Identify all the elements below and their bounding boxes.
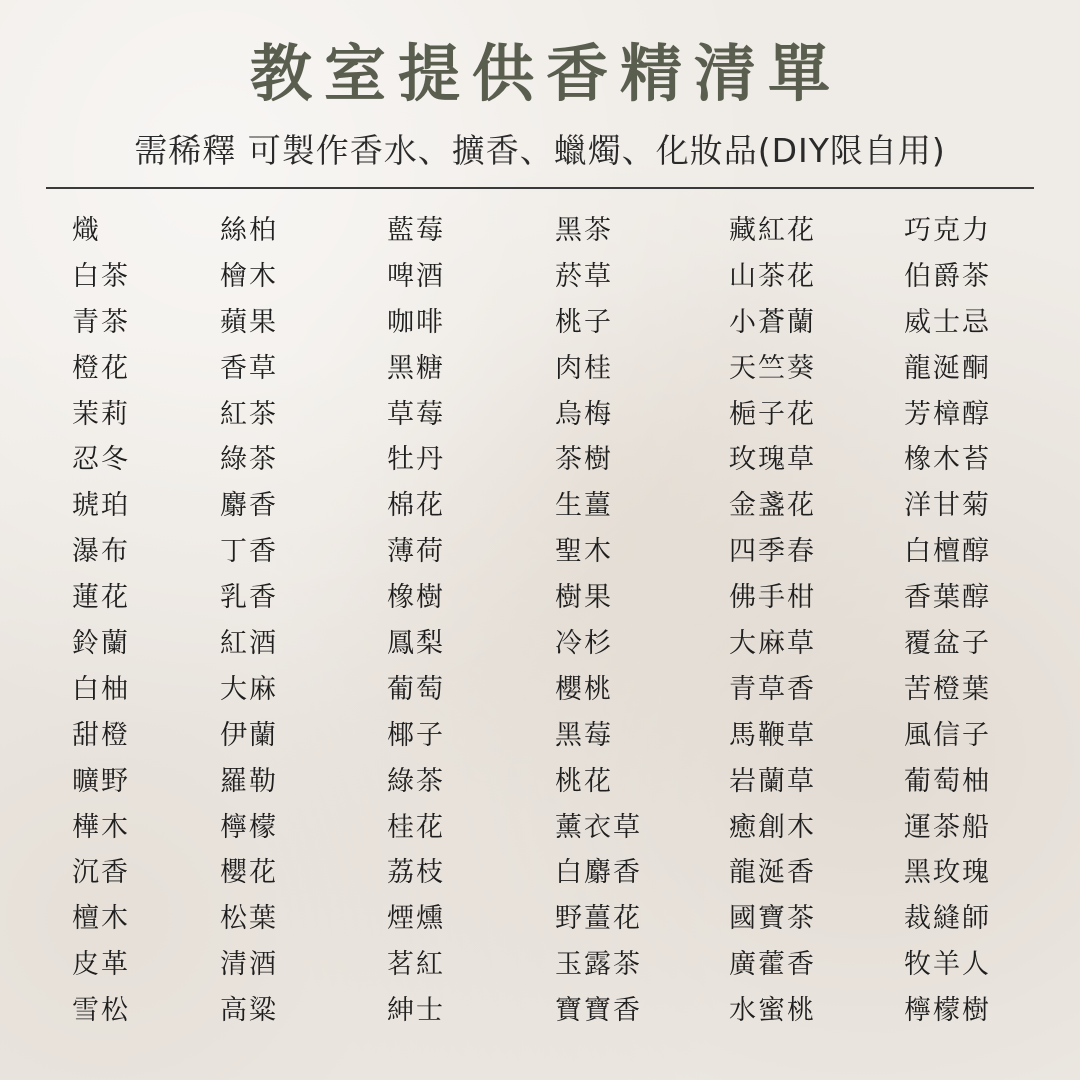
fragrance-item: 龍涎酮: [904, 352, 991, 384]
fragrance-item: 荔枝: [387, 857, 445, 889]
fragrance-item: 橙花: [72, 352, 130, 384]
fragrance-item: 樺木: [72, 811, 130, 843]
fragrance-item: 黑糖: [387, 352, 445, 384]
fragrance-item: 沉香: [72, 857, 130, 889]
fragrance-item: 高粱: [220, 995, 278, 1027]
fragrance-item: 椰子: [387, 719, 445, 751]
fragrance-item: 桃花: [555, 765, 613, 797]
fragrance-item: 伯爵茶: [904, 260, 991, 292]
fragrance-item: 青茶: [72, 306, 130, 338]
fragrance-item: 覆盆子: [904, 628, 991, 660]
fragrance-item: 牡丹: [387, 444, 445, 476]
fragrance-item: 藍莓: [387, 215, 445, 246]
fragrance-item: 葡萄柚: [904, 765, 991, 797]
fragrance-item: 紅茶: [220, 398, 278, 430]
fragrance-item: 橡樹: [387, 582, 445, 614]
fragrance-item: 黑玫瑰: [904, 857, 991, 889]
fragrance-column-5: [729, 208, 816, 1034]
fragrance-item: 白檀醇: [904, 536, 991, 568]
page-title: 教室提供香精清單: [249, 37, 842, 110]
fragrance-item: 大麻: [220, 673, 278, 705]
fragrance-item: 曠野: [72, 765, 130, 797]
fragrance-item: 丁香: [220, 536, 278, 568]
fragrance-item: 煙燻: [387, 903, 445, 935]
fragrance-item: 伊蘭: [220, 719, 278, 751]
fragrance-item: 風信子: [904, 719, 991, 751]
fragrance-item: 忍冬: [72, 444, 130, 476]
fragrance-item: 佛手柑: [729, 582, 816, 614]
fragrance-item: 天竺葵: [729, 352, 816, 384]
fragrance-column-4: [555, 208, 642, 1034]
fragrance-item: 檜木: [220, 260, 278, 292]
fragrance-item: 櫻花: [220, 857, 278, 889]
fragrance-item: 白茶: [72, 260, 130, 292]
fragrance-item: 綠茶: [387, 765, 445, 797]
fragrance-item: 白柚: [72, 673, 130, 705]
fragrance-item: 威士忌: [904, 306, 991, 338]
fragrance-column-6: [904, 208, 991, 1034]
fragrance-item: 國寶茶: [729, 903, 816, 935]
fragrance-item: 香草: [220, 352, 278, 384]
fragrance-item: 雪松: [72, 995, 130, 1027]
fragrance-item: 裁縫師: [904, 903, 991, 935]
fragrance-item: 甜橙: [72, 719, 130, 751]
fragrance-item: 啤酒: [387, 260, 445, 292]
fragrance-item: 皮革: [72, 949, 130, 981]
fragrance-item: 四季春: [729, 536, 816, 568]
fragrance-item: 玉露茶: [555, 949, 642, 981]
page-subtitle: 需稀釋 可製作香水、擴香、蠟燭、化妝品(DIY限自用): [134, 131, 946, 170]
fragrance-item: 桂花: [387, 811, 445, 843]
fragrance-item: 橡木苔: [904, 444, 991, 476]
fragrance-item: 藏紅花: [729, 215, 816, 246]
fragrance-column-2: [220, 208, 278, 1034]
fragrance-item: 梔子花: [729, 398, 816, 430]
fragrance-item: 苦橙葉: [904, 673, 991, 705]
fragrance-item: 金盞花: [729, 490, 816, 522]
fragrance-item: 岩蘭草: [729, 765, 816, 797]
fragrance-item: 棉花: [387, 490, 445, 522]
fragrance-item: 運茶船: [904, 811, 991, 843]
fragrance-item: 綠茶: [220, 444, 278, 476]
fragrance-item: 黑茶: [555, 215, 613, 246]
fragrance-column-1: [72, 208, 130, 1034]
fragrance-item: 薰衣草: [555, 811, 642, 843]
fragrance-item: 桃子: [555, 306, 613, 338]
fragrance-item: 廣藿香: [729, 949, 816, 981]
fragrance-item: 紅酒: [220, 628, 278, 660]
fragrance-item: 絲柏: [220, 215, 278, 246]
fragrance-item: 麝香: [220, 490, 278, 522]
fragrance-item: 聖木: [555, 536, 613, 568]
fragrance-item: 葡萄: [387, 673, 445, 705]
fragrance-item: 洋甘菊: [904, 490, 991, 522]
fragrance-item: 鈴蘭: [72, 628, 130, 660]
divider: [46, 187, 1034, 189]
fragrance-item: 檸檬樹: [904, 995, 991, 1027]
fragrance-item: 野薑花: [555, 903, 642, 935]
fragrance-item: 肉桂: [555, 352, 613, 384]
fragrance-item: 蓮花: [72, 582, 130, 614]
fragrance-item: 茗紅: [387, 949, 445, 981]
fragrance-item: 檀木: [72, 903, 130, 935]
fragrance-item: 烏梅: [555, 398, 613, 430]
fragrance-item: 松葉: [220, 903, 278, 935]
fragrance-item: 蘋果: [220, 306, 278, 338]
fragrance-item: 咖啡: [387, 306, 445, 338]
fragrance-item: 熾: [72, 215, 101, 246]
fragrance-item: 水蜜桃: [729, 995, 816, 1027]
fragrance-item: 寶寶香: [555, 995, 642, 1027]
fragrance-item: 冷杉: [555, 628, 613, 660]
fragrance-item: 青草香: [729, 673, 816, 705]
fragrance-item: 黑莓: [555, 719, 613, 751]
fragrance-item: 檸檬: [220, 811, 278, 843]
fragrance-item: 琥珀: [72, 490, 130, 522]
fragrance-item: 乳香: [220, 582, 278, 614]
fragrance-item: 大麻草: [729, 628, 816, 660]
fragrance-item: 薄荷: [387, 536, 445, 568]
fragrance-item: 馬鞭草: [729, 719, 816, 751]
fragrance-item: 生薑: [555, 490, 613, 522]
fragrance-item: 草莓: [387, 398, 445, 430]
fragrance-item: 玫瑰草: [729, 444, 816, 476]
fragrance-item: 白麝香: [555, 857, 642, 889]
fragrance-item: 清酒: [220, 949, 278, 981]
fragrance-item: 山茶花: [729, 260, 816, 292]
fragrance-item: 巧克力: [904, 215, 991, 246]
fragrance-item: 樹果: [555, 582, 613, 614]
fragrance-item: 瀑布: [72, 536, 130, 568]
fragrance-item: 茶樹: [555, 444, 613, 476]
fragrance-item: 龍涎香: [729, 857, 816, 889]
fragrance-item: 櫻桃: [555, 673, 613, 705]
fragrance-item: 茉莉: [72, 398, 130, 430]
fragrance-item: 芳樟醇: [904, 398, 991, 430]
fragrance-item: 紳士: [387, 995, 445, 1027]
fragrance-column-3: [387, 208, 445, 1034]
fragrance-item: 小蒼蘭: [729, 306, 816, 338]
fragrance-grid: [0, 208, 1080, 1048]
fragrance-item: 羅勒: [220, 765, 278, 797]
fragrance-item: 菸草: [555, 260, 613, 292]
fragrance-item: 癒創木: [729, 811, 816, 843]
fragrance-item: 鳳梨: [387, 628, 445, 660]
fragrance-item: 香葉醇: [904, 582, 991, 614]
fragrance-item: 牧羊人: [904, 949, 991, 981]
